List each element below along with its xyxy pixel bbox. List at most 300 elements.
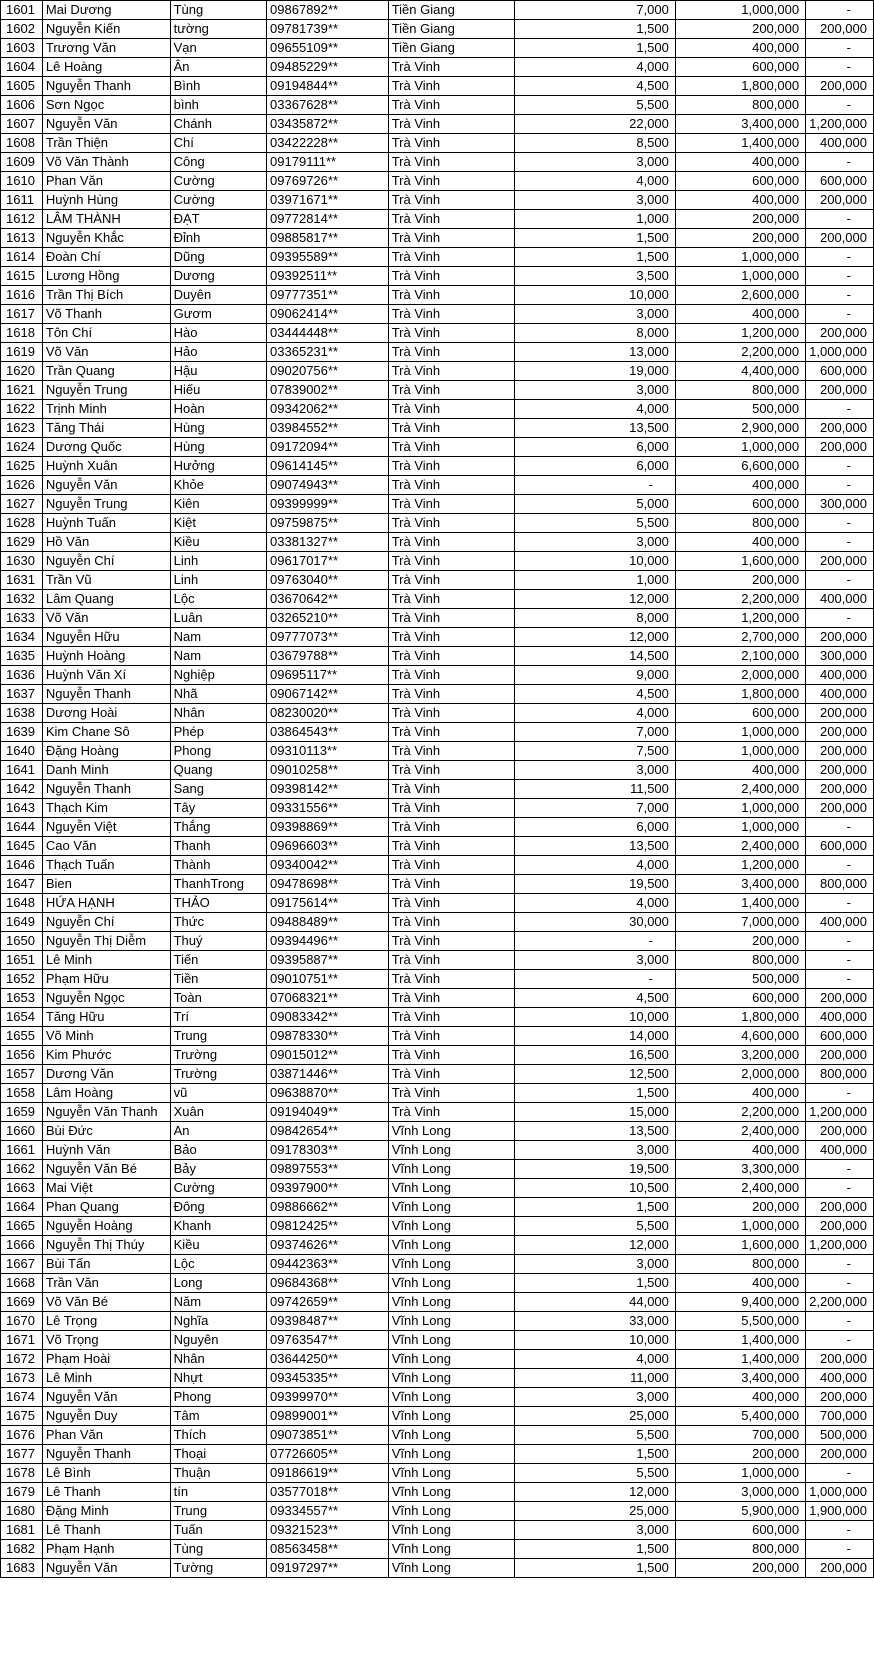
value-cell: 1,000,000 (675, 1, 805, 20)
amount-cell: 19,000 (515, 362, 676, 381)
province-cell: Tiền Giang (388, 1, 514, 20)
table-row (1, 1084, 874, 1103)
given-name-cell: Ân (170, 58, 266, 77)
province-cell: Trà Vinh (388, 172, 514, 191)
surname-cell: Phan Quang (42, 1198, 170, 1217)
province-cell: Vĩnh Long (388, 1122, 514, 1141)
table-row (1, 837, 874, 856)
amount-cell: 4,000 (515, 1350, 676, 1369)
surname-cell: Nguyễn Văn (42, 115, 170, 134)
row-number-cell: 1668 (1, 1274, 43, 1293)
province-cell: Vĩnh Long (388, 1426, 514, 1445)
phone-cell: 09073851** (267, 1426, 389, 1445)
bonus-cell: 400,000 (806, 590, 874, 609)
table-row (1, 970, 874, 989)
bonus-cell: - (806, 932, 874, 951)
value-cell: 600,000 (675, 58, 805, 77)
table-row (1, 609, 874, 628)
value-cell: 2,400,000 (675, 1179, 805, 1198)
given-name-cell: Khỏe (170, 476, 266, 495)
province-cell: Trà Vinh (388, 704, 514, 723)
given-name-cell: Duyên (170, 286, 266, 305)
table-row (1, 932, 874, 951)
surname-cell: Lê Thanh (42, 1483, 170, 1502)
value-cell: 800,000 (675, 1540, 805, 1559)
phone-cell: 09478698** (267, 875, 389, 894)
amount-cell: - (515, 932, 676, 951)
value-cell: 2,100,000 (675, 647, 805, 666)
row-number-cell: 1641 (1, 761, 43, 780)
row-number-cell: 1604 (1, 58, 43, 77)
province-cell: Trà Vinh (388, 894, 514, 913)
bonus-cell: - (806, 1274, 874, 1293)
value-cell: 1,800,000 (675, 1008, 805, 1027)
phone-cell: 09899001** (267, 1407, 389, 1426)
phone-cell: 09684368** (267, 1274, 389, 1293)
province-cell: Trà Vinh (388, 913, 514, 932)
surname-cell: Võ Văn Bé (42, 1293, 170, 1312)
table-row (1, 1312, 874, 1331)
phone-cell: 09062414** (267, 305, 389, 324)
phone-cell: 09398487** (267, 1312, 389, 1331)
given-name-cell: Gươm (170, 305, 266, 324)
surname-cell: Thạch Kim (42, 799, 170, 818)
value-cell: 3,200,000 (675, 1046, 805, 1065)
table-row (1, 229, 874, 248)
bonus-cell: 500,000 (806, 1426, 874, 1445)
phone-cell: 09772814** (267, 210, 389, 229)
bonus-cell: 200,000 (806, 704, 874, 723)
given-name-cell: Hảo (170, 343, 266, 362)
province-cell: Trà Vinh (388, 837, 514, 856)
bonus-cell: - (806, 514, 874, 533)
given-name-cell: bình (170, 96, 266, 115)
bonus-cell: - (806, 286, 874, 305)
row-number-cell: 1657 (1, 1065, 43, 1084)
given-name-cell: Xuân (170, 1103, 266, 1122)
given-name-cell: Trung (170, 1027, 266, 1046)
row-number-cell: 1676 (1, 1426, 43, 1445)
amount-cell: 12,000 (515, 628, 676, 647)
province-cell: Trà Vinh (388, 742, 514, 761)
row-number-cell: 1610 (1, 172, 43, 191)
phone-cell: 09763547** (267, 1331, 389, 1350)
bonus-cell: - (806, 1, 874, 20)
phone-cell: 08563458** (267, 1540, 389, 1559)
value-cell: 1,200,000 (675, 609, 805, 628)
row-number-cell: 1666 (1, 1236, 43, 1255)
amount-cell: 19,500 (515, 1160, 676, 1179)
row-number-cell: 1655 (1, 1027, 43, 1046)
phone-cell: 03265210** (267, 609, 389, 628)
value-cell: 200,000 (675, 1559, 805, 1578)
row-number-cell: 1642 (1, 780, 43, 799)
row-number-cell: 1662 (1, 1160, 43, 1179)
row-number-cell: 1624 (1, 438, 43, 457)
surname-cell: Phan Văn (42, 1426, 170, 1445)
row-number-cell: 1613 (1, 229, 43, 248)
amount-cell: 14,000 (515, 1027, 676, 1046)
row-number-cell: 1674 (1, 1388, 43, 1407)
row-number-cell: 1637 (1, 685, 43, 704)
bonus-cell: - (806, 818, 874, 837)
table-row (1, 1274, 874, 1293)
surname-cell: Dương Văn (42, 1065, 170, 1084)
surname-cell: Nguyễn Thanh (42, 1445, 170, 1464)
province-cell: Vĩnh Long (388, 1559, 514, 1578)
given-name-cell: Tiền (170, 970, 266, 989)
surname-cell: Huỳnh Tuấn (42, 514, 170, 533)
bonus-cell: 200,000 (806, 1046, 874, 1065)
value-cell: 2,400,000 (675, 780, 805, 799)
province-cell: Trà Vinh (388, 1065, 514, 1084)
given-name-cell: Cường (170, 191, 266, 210)
given-name-cell: Nhã (170, 685, 266, 704)
province-cell: Tiền Giang (388, 20, 514, 39)
row-number-cell: 1627 (1, 495, 43, 514)
province-cell: Trà Vinh (388, 153, 514, 172)
table-row (1, 1407, 874, 1426)
amount-cell: 25,000 (515, 1502, 676, 1521)
province-cell: Trà Vinh (388, 989, 514, 1008)
row-number-cell: 1623 (1, 419, 43, 438)
value-cell: 3,400,000 (675, 1369, 805, 1388)
bonus-cell: 200,000 (806, 723, 874, 742)
phone-cell: 09398142** (267, 780, 389, 799)
amount-cell: 3,500 (515, 267, 676, 286)
province-cell: Trà Vinh (388, 951, 514, 970)
phone-cell: 09878330** (267, 1027, 389, 1046)
amount-cell: 12,000 (515, 1483, 676, 1502)
value-cell: 400,000 (675, 305, 805, 324)
table-row (1, 856, 874, 875)
given-name-cell: Bảy (170, 1160, 266, 1179)
surname-cell: Huỳnh Xuân (42, 457, 170, 476)
bonus-cell: - (806, 39, 874, 58)
given-name-cell: Hùng (170, 438, 266, 457)
value-cell: 200,000 (675, 1198, 805, 1217)
phone-cell: 09696603** (267, 837, 389, 856)
phone-cell: 03864543** (267, 723, 389, 742)
surname-cell: Lâm Quang (42, 590, 170, 609)
surname-cell: Dương Hoài (42, 704, 170, 723)
row-number-cell: 1647 (1, 875, 43, 894)
phone-cell: 03577018** (267, 1483, 389, 1502)
province-cell: Trà Vinh (388, 286, 514, 305)
bonus-cell: 300,000 (806, 495, 874, 514)
phone-cell: 03984552** (267, 419, 389, 438)
given-name-cell: Thắng (170, 818, 266, 837)
bonus-cell: 400,000 (806, 913, 874, 932)
bonus-cell: 200,000 (806, 1388, 874, 1407)
row-number-cell: 1645 (1, 837, 43, 856)
value-cell: 800,000 (675, 514, 805, 533)
value-cell: 200,000 (675, 932, 805, 951)
bonus-cell: - (806, 856, 874, 875)
amount-cell: 12,000 (515, 1236, 676, 1255)
value-cell: 2,900,000 (675, 419, 805, 438)
table-row (1, 305, 874, 324)
amount-cell: 11,500 (515, 780, 676, 799)
amount-cell: 3,000 (515, 191, 676, 210)
surname-cell: Nguyễn Việt (42, 818, 170, 837)
amount-cell: 5,500 (515, 514, 676, 533)
province-cell: Trà Vinh (388, 609, 514, 628)
surname-cell: Nguyễn Văn (42, 476, 170, 495)
province-cell: Trà Vinh (388, 685, 514, 704)
bonus-cell: - (806, 609, 874, 628)
surname-cell: Lâm Hoàng (42, 1084, 170, 1103)
bonus-cell: - (806, 970, 874, 989)
phone-cell: 03871446** (267, 1065, 389, 1084)
province-cell: Vĩnh Long (388, 1369, 514, 1388)
value-cell: 200,000 (675, 210, 805, 229)
surname-cell: Nguyễn Thị Diễm (42, 932, 170, 951)
phone-cell: 09614145** (267, 457, 389, 476)
table-row (1, 1046, 874, 1065)
bonus-cell: 400,000 (806, 134, 874, 153)
amount-cell: 3,000 (515, 1521, 676, 1540)
surname-cell: HỨA HẠNH (42, 894, 170, 913)
given-name-cell: Nghiệp (170, 666, 266, 685)
row-number-cell: 1614 (1, 248, 43, 267)
given-name-cell: Hùng (170, 419, 266, 438)
row-number-cell: 1639 (1, 723, 43, 742)
given-name-cell: Khanh (170, 1217, 266, 1236)
given-name-cell: Thanh (170, 837, 266, 856)
province-cell: Trà Vinh (388, 229, 514, 248)
bonus-cell: - (806, 1331, 874, 1350)
bonus-cell: 1,200,000 (806, 1236, 874, 1255)
table-row (1, 761, 874, 780)
value-cell: 1,000,000 (675, 248, 805, 267)
value-cell: 600,000 (675, 495, 805, 514)
phone-cell: 09398869** (267, 818, 389, 837)
phone-cell: 09194049** (267, 1103, 389, 1122)
row-number-cell: 1636 (1, 666, 43, 685)
phone-cell: 09186619** (267, 1464, 389, 1483)
row-number-cell: 1652 (1, 970, 43, 989)
value-cell: 800,000 (675, 951, 805, 970)
phone-cell: 09655109** (267, 39, 389, 58)
given-name-cell: Sang (170, 780, 266, 799)
phone-cell: 09842654** (267, 1122, 389, 1141)
given-name-cell: Hưởng (170, 457, 266, 476)
bonus-cell: - (806, 1160, 874, 1179)
given-name-cell: Dũng (170, 248, 266, 267)
bonus-cell: 400,000 (806, 1008, 874, 1027)
row-number-cell: 1608 (1, 134, 43, 153)
given-name-cell: Tiến (170, 951, 266, 970)
row-number-cell: 1669 (1, 1293, 43, 1312)
table-row (1, 457, 874, 476)
row-number-cell: 1616 (1, 286, 43, 305)
bonus-cell: 200,000 (806, 742, 874, 761)
table-row (1, 1445, 874, 1464)
amount-cell: 7,500 (515, 742, 676, 761)
row-number-cell: 1663 (1, 1179, 43, 1198)
amount-cell: 22,000 (515, 115, 676, 134)
given-name-cell: Tùng (170, 1, 266, 20)
amount-cell: 1,500 (515, 1084, 676, 1103)
table-row (1, 438, 874, 457)
phone-cell: 08230020** (267, 704, 389, 723)
value-cell: 200,000 (675, 1445, 805, 1464)
table-row (1, 153, 874, 172)
value-cell: 3,400,000 (675, 875, 805, 894)
value-cell: 600,000 (675, 989, 805, 1008)
row-number-cell: 1651 (1, 951, 43, 970)
row-number-cell: 1621 (1, 381, 43, 400)
surname-cell: Trần Văn (42, 1274, 170, 1293)
province-cell: Vĩnh Long (388, 1502, 514, 1521)
value-cell: 800,000 (675, 96, 805, 115)
given-name-cell: Bình (170, 77, 266, 96)
surname-cell: Võ Văn (42, 609, 170, 628)
surname-cell: Trịnh Minh (42, 400, 170, 419)
table-row (1, 571, 874, 590)
amount-cell: 1,500 (515, 1559, 676, 1578)
table-row (1, 742, 874, 761)
phone-cell: 09617017** (267, 552, 389, 571)
amount-cell: 7,000 (515, 1, 676, 20)
table-row (1, 685, 874, 704)
row-number-cell: 1629 (1, 533, 43, 552)
amount-cell: 11,000 (515, 1369, 676, 1388)
surname-cell: Phan Văn (42, 172, 170, 191)
row-number-cell: 1601 (1, 1, 43, 20)
phone-cell: 09334557** (267, 1502, 389, 1521)
surname-cell: Kim Chane Sô (42, 723, 170, 742)
province-cell: Vĩnh Long (388, 1217, 514, 1236)
given-name-cell: Nam (170, 628, 266, 647)
given-name-cell: Kiều (170, 533, 266, 552)
phone-cell: 09897553** (267, 1160, 389, 1179)
bonus-cell: 600,000 (806, 362, 874, 381)
value-cell: 2,600,000 (675, 286, 805, 305)
row-number-cell: 1682 (1, 1540, 43, 1559)
province-cell: Trà Vinh (388, 58, 514, 77)
row-number-cell: 1607 (1, 115, 43, 134)
phone-cell: 03365231** (267, 343, 389, 362)
bonus-cell: - (806, 1312, 874, 1331)
bonus-cell: - (806, 1255, 874, 1274)
table-row (1, 1236, 874, 1255)
bonus-cell: - (806, 951, 874, 970)
surname-cell: Nguyễn Thanh (42, 780, 170, 799)
given-name-cell: ĐẠT (170, 210, 266, 229)
province-cell: Trà Vinh (388, 400, 514, 419)
province-cell: Vĩnh Long (388, 1255, 514, 1274)
surname-cell: Nguyễn Chí (42, 552, 170, 571)
table-row (1, 1217, 874, 1236)
bonus-cell: - (806, 248, 874, 267)
row-number-cell: 1671 (1, 1331, 43, 1350)
bonus-cell: 800,000 (806, 875, 874, 894)
amount-cell: 4,000 (515, 704, 676, 723)
phone-cell: 09074943** (267, 476, 389, 495)
row-number-cell: 1673 (1, 1369, 43, 1388)
row-number-cell: 1675 (1, 1407, 43, 1426)
table-row (1, 210, 874, 229)
phone-cell: 03367628** (267, 96, 389, 115)
surname-cell: Mai Dương (42, 1, 170, 20)
row-number-cell: 1618 (1, 324, 43, 343)
province-cell: Trà Vinh (388, 533, 514, 552)
row-number-cell: 1612 (1, 210, 43, 229)
amount-cell: 4,000 (515, 856, 676, 875)
phone-cell: 09395589** (267, 248, 389, 267)
province-cell: Vĩnh Long (388, 1388, 514, 1407)
amount-cell: 12,000 (515, 590, 676, 609)
row-number-cell: 1680 (1, 1502, 43, 1521)
given-name-cell: Thuận (170, 1464, 266, 1483)
surname-cell: Nguyễn Trung (42, 495, 170, 514)
value-cell: 2,200,000 (675, 343, 805, 362)
bonus-cell: 200,000 (806, 1198, 874, 1217)
given-name-cell: Thức (170, 913, 266, 932)
surname-cell: Tăng Hữu (42, 1008, 170, 1027)
province-cell: Trà Vinh (388, 514, 514, 533)
province-cell: Trà Vinh (388, 628, 514, 647)
given-name-cell: tường (170, 20, 266, 39)
table-row (1, 552, 874, 571)
amount-cell: 8,000 (515, 324, 676, 343)
province-cell: Trà Vinh (388, 1027, 514, 1046)
province-cell: Trà Vinh (388, 324, 514, 343)
given-name-cell: Kiều (170, 1236, 266, 1255)
phone-cell: 03644250** (267, 1350, 389, 1369)
bonus-cell: 200,000 (806, 1122, 874, 1141)
surname-cell: Võ Thanh (42, 305, 170, 324)
province-cell: Trà Vinh (388, 1046, 514, 1065)
table-row (1, 666, 874, 685)
table-row (1, 1065, 874, 1084)
given-name-cell: Nhân (170, 704, 266, 723)
value-cell: 2,400,000 (675, 1122, 805, 1141)
bonus-cell: 400,000 (806, 685, 874, 704)
bonus-cell: - (806, 400, 874, 419)
phone-cell: 09442363** (267, 1255, 389, 1274)
table-row (1, 20, 874, 39)
amount-cell: 4,500 (515, 77, 676, 96)
value-cell: 1,000,000 (675, 1464, 805, 1483)
phone-cell: 09397900** (267, 1179, 389, 1198)
surname-cell: Nguyễn Trung (42, 381, 170, 400)
bonus-cell: - (806, 476, 874, 495)
province-cell: Trà Vinh (388, 932, 514, 951)
phone-cell: 09010751** (267, 970, 389, 989)
bonus-cell: 200,000 (806, 780, 874, 799)
row-number-cell: 1609 (1, 153, 43, 172)
amount-cell: 1,500 (515, 248, 676, 267)
surname-cell: Trần Vũ (42, 571, 170, 590)
phone-cell: 09175614** (267, 894, 389, 913)
row-number-cell: 1658 (1, 1084, 43, 1103)
given-name-cell: Vạn (170, 39, 266, 58)
row-number-cell: 1644 (1, 818, 43, 837)
province-cell: Trà Vinh (388, 1008, 514, 1027)
amount-cell: - (515, 476, 676, 495)
amount-cell: 5,500 (515, 96, 676, 115)
given-name-cell: Kiệt (170, 514, 266, 533)
surname-cell: Nguyễn Khắc (42, 229, 170, 248)
given-name-cell: ThanhTrong (170, 875, 266, 894)
surname-cell: Hồ Văn (42, 533, 170, 552)
phone-cell: 09485229** (267, 58, 389, 77)
row-number-cell: 1660 (1, 1122, 43, 1141)
row-number-cell: 1683 (1, 1559, 43, 1578)
